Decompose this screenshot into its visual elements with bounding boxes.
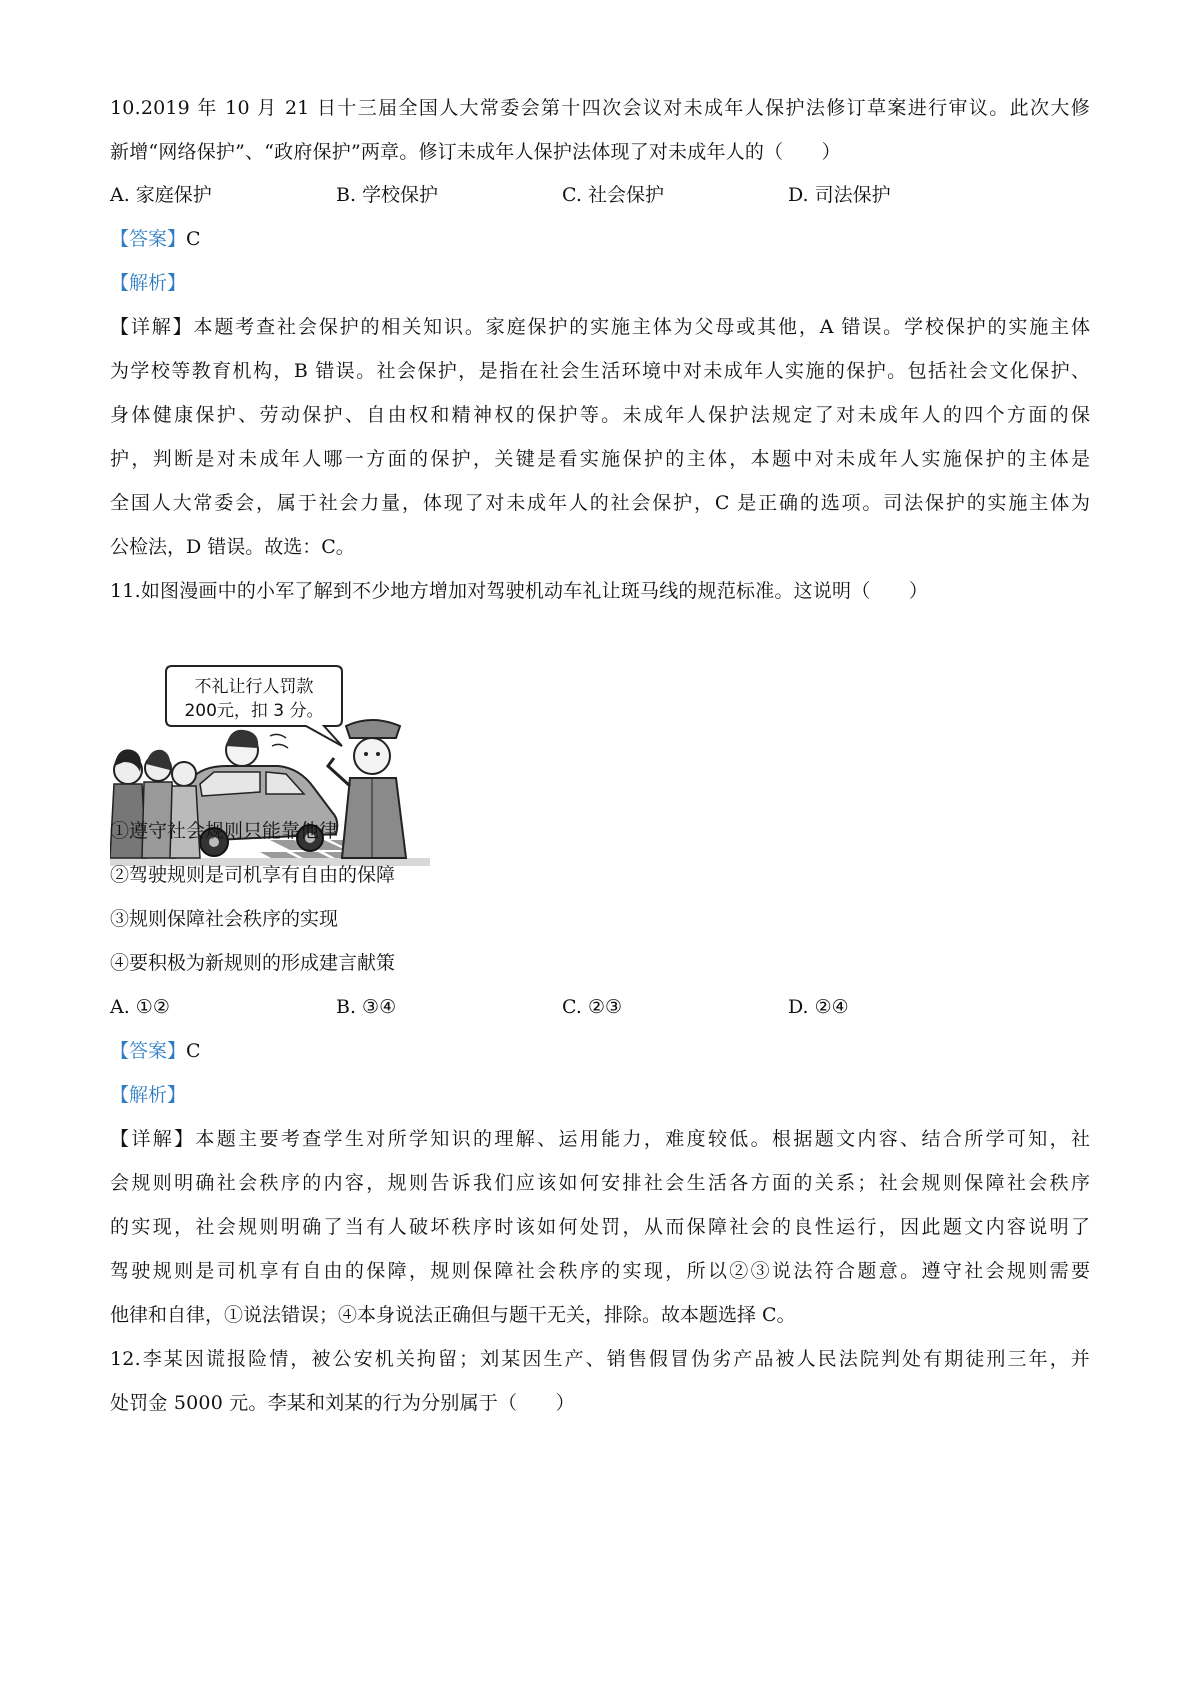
- q11-detail-line-2: 会规则明确社会秩序的内容，规则告诉我们应该如何安排社会生活各方面的关系；社会规则保障社会秩序: [110, 1172, 1090, 1194]
- q11-analysis-label: 【解析】: [110, 1084, 187, 1106]
- q10-detail-line-6: 公检法，D 错误。故选：C。: [110, 536, 355, 558]
- q11-option-b: B. ③④: [336, 996, 397, 1018]
- cartoon-speech-line-1: 不礼让行人罚款: [194, 677, 314, 697]
- q10-option-a: A. 家庭保护: [110, 184, 212, 206]
- q11-option-c: C. ②③: [562, 996, 623, 1018]
- q11-detail-line-3: 的实现，社会规则明确了当有人破坏秩序时该如何处罚，从而保障社会的良性运行，因此题文内容说明了: [110, 1216, 1090, 1238]
- q10-detail-line-4: 护，判断是对未成年人哪一方面的保护，关键是看实施保护的主体，本题中对未成年人实施保护的主体是: [110, 448, 1090, 470]
- q10-detail-line-5: 全国人大常委会，属于社会力量，体现了对未成年人的社会保护，C 是正确的选项。司法保护的实施主体为: [110, 492, 1090, 514]
- police-officer-drawing: [328, 720, 406, 858]
- q10-detail-line-1: 【详解】本题考查社会保护的相关知识。家庭保护的实施主体为父母或其他，A 错误。学校保护的实施主体: [110, 316, 1090, 338]
- cartoon-speech-line-2: 200元，扣 3 分。: [184, 701, 324, 721]
- q11-option-d: D. ②④: [788, 996, 849, 1018]
- q11-detail-line-5: 他律和自律，①说法错误；④本身说法正确但与题干无关，排除。故本题选择 C。: [110, 1304, 796, 1326]
- driver-drawing: [226, 730, 288, 766]
- q11-answer-label: 【答案】: [110, 1040, 187, 1062]
- q10-option-d: D. 司法保护: [788, 184, 891, 206]
- q11-option-a: A. ①②: [110, 996, 170, 1018]
- q10-stem-line-1: 10.2019 年 10 月 21 日十三届全国人大常委会第十四次会议对未成年人保护法修订草案进行审议。此次大修: [110, 97, 1090, 119]
- q10-option-b: B. 学校保护: [336, 184, 439, 206]
- q11-statement-2: ②驾驶规则是司机享有自由的保障: [110, 864, 396, 886]
- q10-answer: [110, 227, 201, 251]
- q11-statement-1: ①遵守社会规则只能靠他律: [110, 820, 339, 842]
- q11-answer-value: C: [186, 1040, 201, 1062]
- q10-stem-line-2: 新增“网络保护”、“政府保护”两章。修订未成年人保护法体现了对未成年人的（ ）: [110, 141, 841, 163]
- q10-detail-line-2: 为学校等教育机构，B 错误。社会保护，是指在社会生活环境中对未成年人实施的保护。包括社会文化保护、: [110, 360, 1090, 382]
- q10-answer-value: C: [186, 228, 201, 250]
- q12-stem-line-2: 处罚金 5000 元。李某和刘某的行为分别属于（ ）: [110, 1392, 575, 1414]
- q11-stem: 11.如图漫画中的小军了解到不少地方增加对驾驶机动车礼让斑马线的规范标准。这说明（ ）: [110, 580, 929, 602]
- q11-statement-4: ④要积极为新规则的形成建言献策: [110, 952, 396, 974]
- q10-answer-label: 【答案】: [110, 228, 187, 250]
- q10-detail-line-3: 身体健康保护、劳动保护、自由权和精神权的保护等。未成年人保护法规定了对未成年人的四个方面的保: [110, 404, 1090, 426]
- q11-statement-3: ③规则保障社会秩序的实现: [110, 908, 339, 930]
- q11-detail-line-4: 驾驶规则是司机享有自由的保障，规则保障社会秩序的实现，所以②③说法符合题意。遵守社会规则需要: [110, 1260, 1090, 1282]
- q11-detail-line-1: 【详解】本题主要考查学生对所学知识的理解、运用能力，难度较低。根据题文内容、结合所学可知，社: [110, 1128, 1090, 1150]
- q11-answer: [110, 1039, 201, 1063]
- q10-analysis-label: 【解析】: [110, 272, 187, 294]
- q12-stem-line-1: 12.李某因谎报险情，被公安机关拘留；刘某因生产、销售假冒伪劣产品被人民法院判处有期徒刑三年，并: [110, 1348, 1090, 1370]
- q10-option-c: C. 社会保护: [562, 184, 664, 206]
